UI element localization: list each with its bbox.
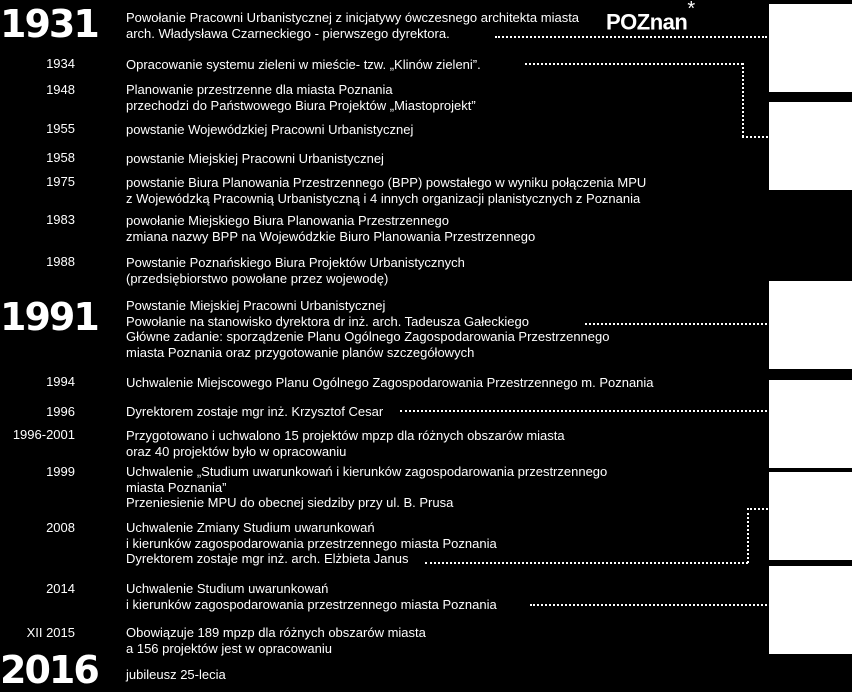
entry-1996: Dyrektorem zostaje mgr inż. Krzysztof Cesar: [126, 404, 384, 419]
year-1931: 1931: [0, 2, 98, 46]
photo-2014: [769, 566, 852, 654]
entry-1934: Opracowanie systemu zieleni w mieście- tzw. „Klinów zieleni”.: [126, 57, 481, 72]
year-1988: 1988: [46, 254, 75, 269]
entry-xii-2015: Obowiązuje 189 mpzp dla różnych obszarów miasta a 156 projektów jest w opracowaniu: [126, 625, 426, 656]
year-1996-2001: 1996-2001: [12, 427, 75, 442]
year-1996: 1996: [46, 404, 75, 419]
connector-1934-b: [742, 63, 744, 137]
entry-1958: powstanie Miejskiej Pracowni Urbanistycznej: [126, 151, 384, 166]
year-1991: 1991: [0, 295, 98, 339]
connector-1996: [400, 410, 767, 412]
entry-1994: Uchwalenie Miejscowego Planu Ogólnego Zagospodarowania Przestrzennego m. Poznania: [126, 375, 654, 390]
year-1983: 1983: [46, 212, 75, 227]
entry-1988: Powstanie Poznańskiego Biura Projektów Urbanistycznych (przedsiębiorstwo powołane przez wojewodę): [126, 255, 465, 286]
connector-2014: [530, 604, 767, 606]
entry-2014: Uchwalenie Studium uwarunkowań i kierunków zagospodarowania przestrzennego miasta Poznania: [126, 581, 497, 612]
connector-1934-a: [525, 63, 743, 65]
entry-1955: powstanie Wojewódzkiej Pracowni Urbanistycznej: [126, 122, 414, 137]
poznan-logo: POZnan*: [606, 0, 695, 35]
entry-1991: Powstanie Miejskiej Pracowni Urbanistycznej Powołanie na stanowisko dyrektora dr inż. arch. Tadeusza Gałeckiego Główne zadanie: sporządzenie Planu Ogólnego Zagospodarowania Przestrzennego miasta Poznania oraz przygotowanie planów szczegółowych: [126, 298, 610, 360]
year-1934: 1934: [46, 56, 75, 71]
year-xii-2015: XII 2015: [26, 625, 75, 640]
entry-1996-2001: Przygotowano i uchwalono 15 projektów mpzp dla różnych obszarów miasta oraz 40 projektów było w opracowaniu: [126, 428, 565, 459]
year-2014: 2014: [46, 581, 75, 596]
year-1958: 1958: [46, 150, 75, 165]
entry-1931: Powołanie Pracowni Urbanistycznej z inicjatywy ówczesnego architekta miasta arch. Władysława Czarneckiego - pierwszego dyrektora.: [126, 10, 580, 41]
year-2008: 2008: [46, 520, 75, 535]
entry-1999: Uchwalenie „Studium uwarunkowań i kierunków zagospodarowania przestrzennego miasta Poznania” Przeniesienie MPU do obecnej siedziby przy ul. B. Prusa: [126, 464, 608, 510]
entry-1948: Planowanie przestrzenne dla miasta Poznania przechodzi do Państwowego Biura Projektów „Miastoprojekt”: [126, 82, 476, 113]
year-1975: 1975: [46, 174, 75, 189]
photo-1991: [769, 281, 852, 369]
connector-2008-c: [747, 508, 768, 510]
connector-1991: [585, 323, 767, 325]
year-1999: 1999: [46, 464, 75, 479]
entry-1975: powstanie Biura Planowania Przestrzennego (BPP) powstałego w wyniku połączenia MPU z Wojewódzką Pracownią Urbanistyczną i 4 innych organizacji planistycznych z Poznania: [126, 175, 647, 206]
entry-1983: powołanie Miejskiego Biura Planowania Przestrzennego zmiana nazwy BPP na Wojewódzkie Biuro Planowania Przestrzennego: [126, 213, 536, 244]
year-2016: 2016: [0, 648, 98, 692]
photo-1948: [769, 102, 852, 190]
year-1948: 1948: [46, 82, 75, 97]
photo-1996: [769, 380, 852, 468]
photo-1931: [769, 4, 852, 92]
entry-2008: Uchwalenie Zmiany Studium uwarunkowań i kierunków zagospodarowania przestrzennego miasta Poznania Dyrektorem zostaje mgr inż. arch. Elżbieta Janus: [126, 520, 497, 566]
photo-2008: [769, 472, 852, 560]
year-1955: 1955: [46, 121, 75, 136]
year-1994: 1994: [46, 374, 75, 389]
connector-1934-c: [742, 136, 768, 138]
entry-2016: jubileusz 25-lecia: [126, 667, 226, 682]
connector-2008-b: [747, 508, 749, 563]
